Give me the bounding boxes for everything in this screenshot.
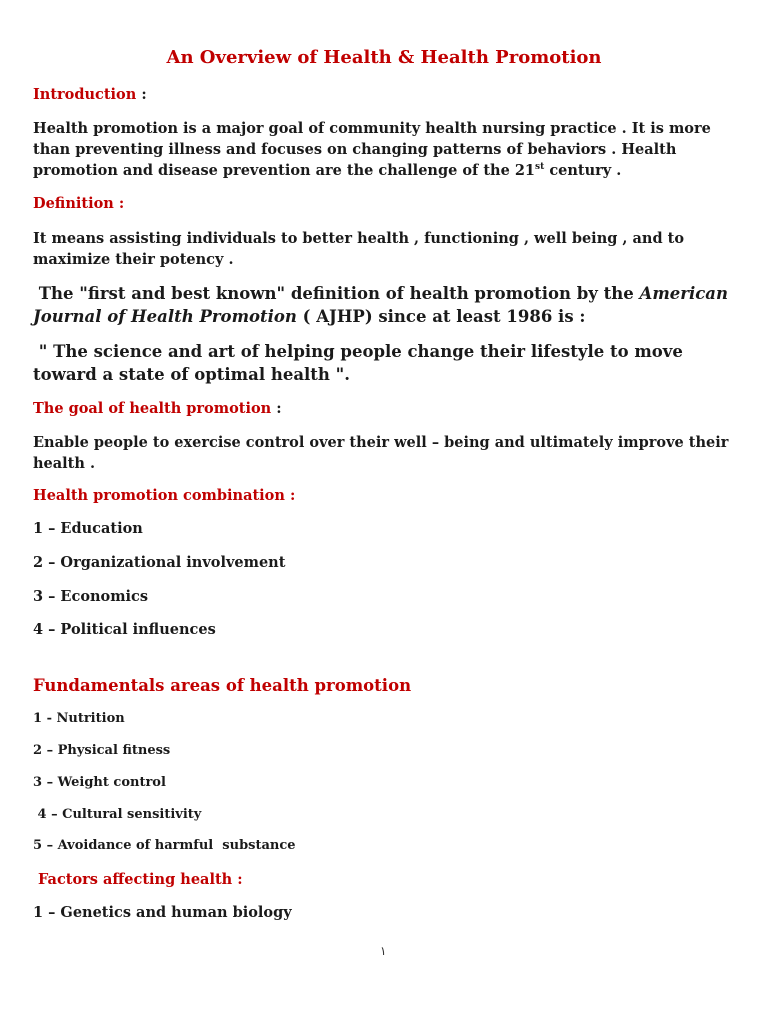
definition-paragraph: It means assisting individuals to better health , functioning , well being , and to maximize their potency . (33, 230, 685, 268)
introduction-heading-label: Introduction (33, 86, 137, 103)
ajhp-quote (33, 340, 732, 386)
ajhp-journal-name: American Journal of Health Promotion (33, 284, 728, 326)
fundamentals-item: 3 – Weight control (33, 775, 166, 790)
fundamentals-item: 1 - Nutrition (33, 711, 125, 726)
ajhp-text-part2: ( AJHP) since at least 1986 is : (296, 307, 586, 326)
introduction-paragraph (33, 118, 732, 181)
combination-item: 2 – Organizational involvement (33, 554, 286, 571)
introduction-heading-colon: : (136, 86, 147, 103)
fundamentals-heading: Fundamentals areas of health promotion (33, 676, 412, 695)
fundamentals-item: 5 – Avoidance of harmful substance (33, 838, 296, 853)
document-title: An Overview of Health & Health Promotion (166, 47, 602, 68)
introduction-text-part1: Health promotion is a major goal of community health nursing practice . It is more than preventing illness and focuses on changing patterns of behaviors . Health promotion and disease prevention are the challenge of the 21 (33, 120, 711, 179)
combination-item: 4 – Political influences (33, 621, 216, 638)
ajhp-quote-text: " The science and art of helping people change their lifestyle to move toward a state of optimal health ". (33, 342, 683, 384)
introduction-text-superscript: st (535, 162, 545, 173)
introduction-heading (33, 86, 732, 103)
fundamentals-item: 4 – Cultural sensitivity (33, 807, 202, 822)
factors-heading: Factors affecting health : (33, 871, 243, 888)
goal-heading (33, 400, 732, 417)
introduction-text-part2: century . (544, 162, 622, 179)
factors-item: 1 – Genetics and human biology (33, 904, 292, 921)
ajhp-definition-paragraph (33, 282, 732, 328)
definition-heading: Definition : (33, 195, 125, 212)
goal-heading-label: The goal of health promotion (33, 400, 272, 417)
fundamentals-item: 2 – Physical fitness (33, 743, 171, 758)
page-number: ١ (380, 944, 387, 958)
combination-item: 3 – Economics (33, 588, 149, 605)
combination-heading: Health promotion combination : (33, 487, 296, 504)
goal-paragraph: Enable people to exercise control over their well – being and ultimately improve their health . (33, 434, 729, 472)
combination-item: 1 – Education (33, 520, 143, 537)
ajhp-text-part1: The "first and best known" definition of health promotion by the (38, 284, 640, 303)
goal-heading-colon: : (271, 400, 282, 417)
